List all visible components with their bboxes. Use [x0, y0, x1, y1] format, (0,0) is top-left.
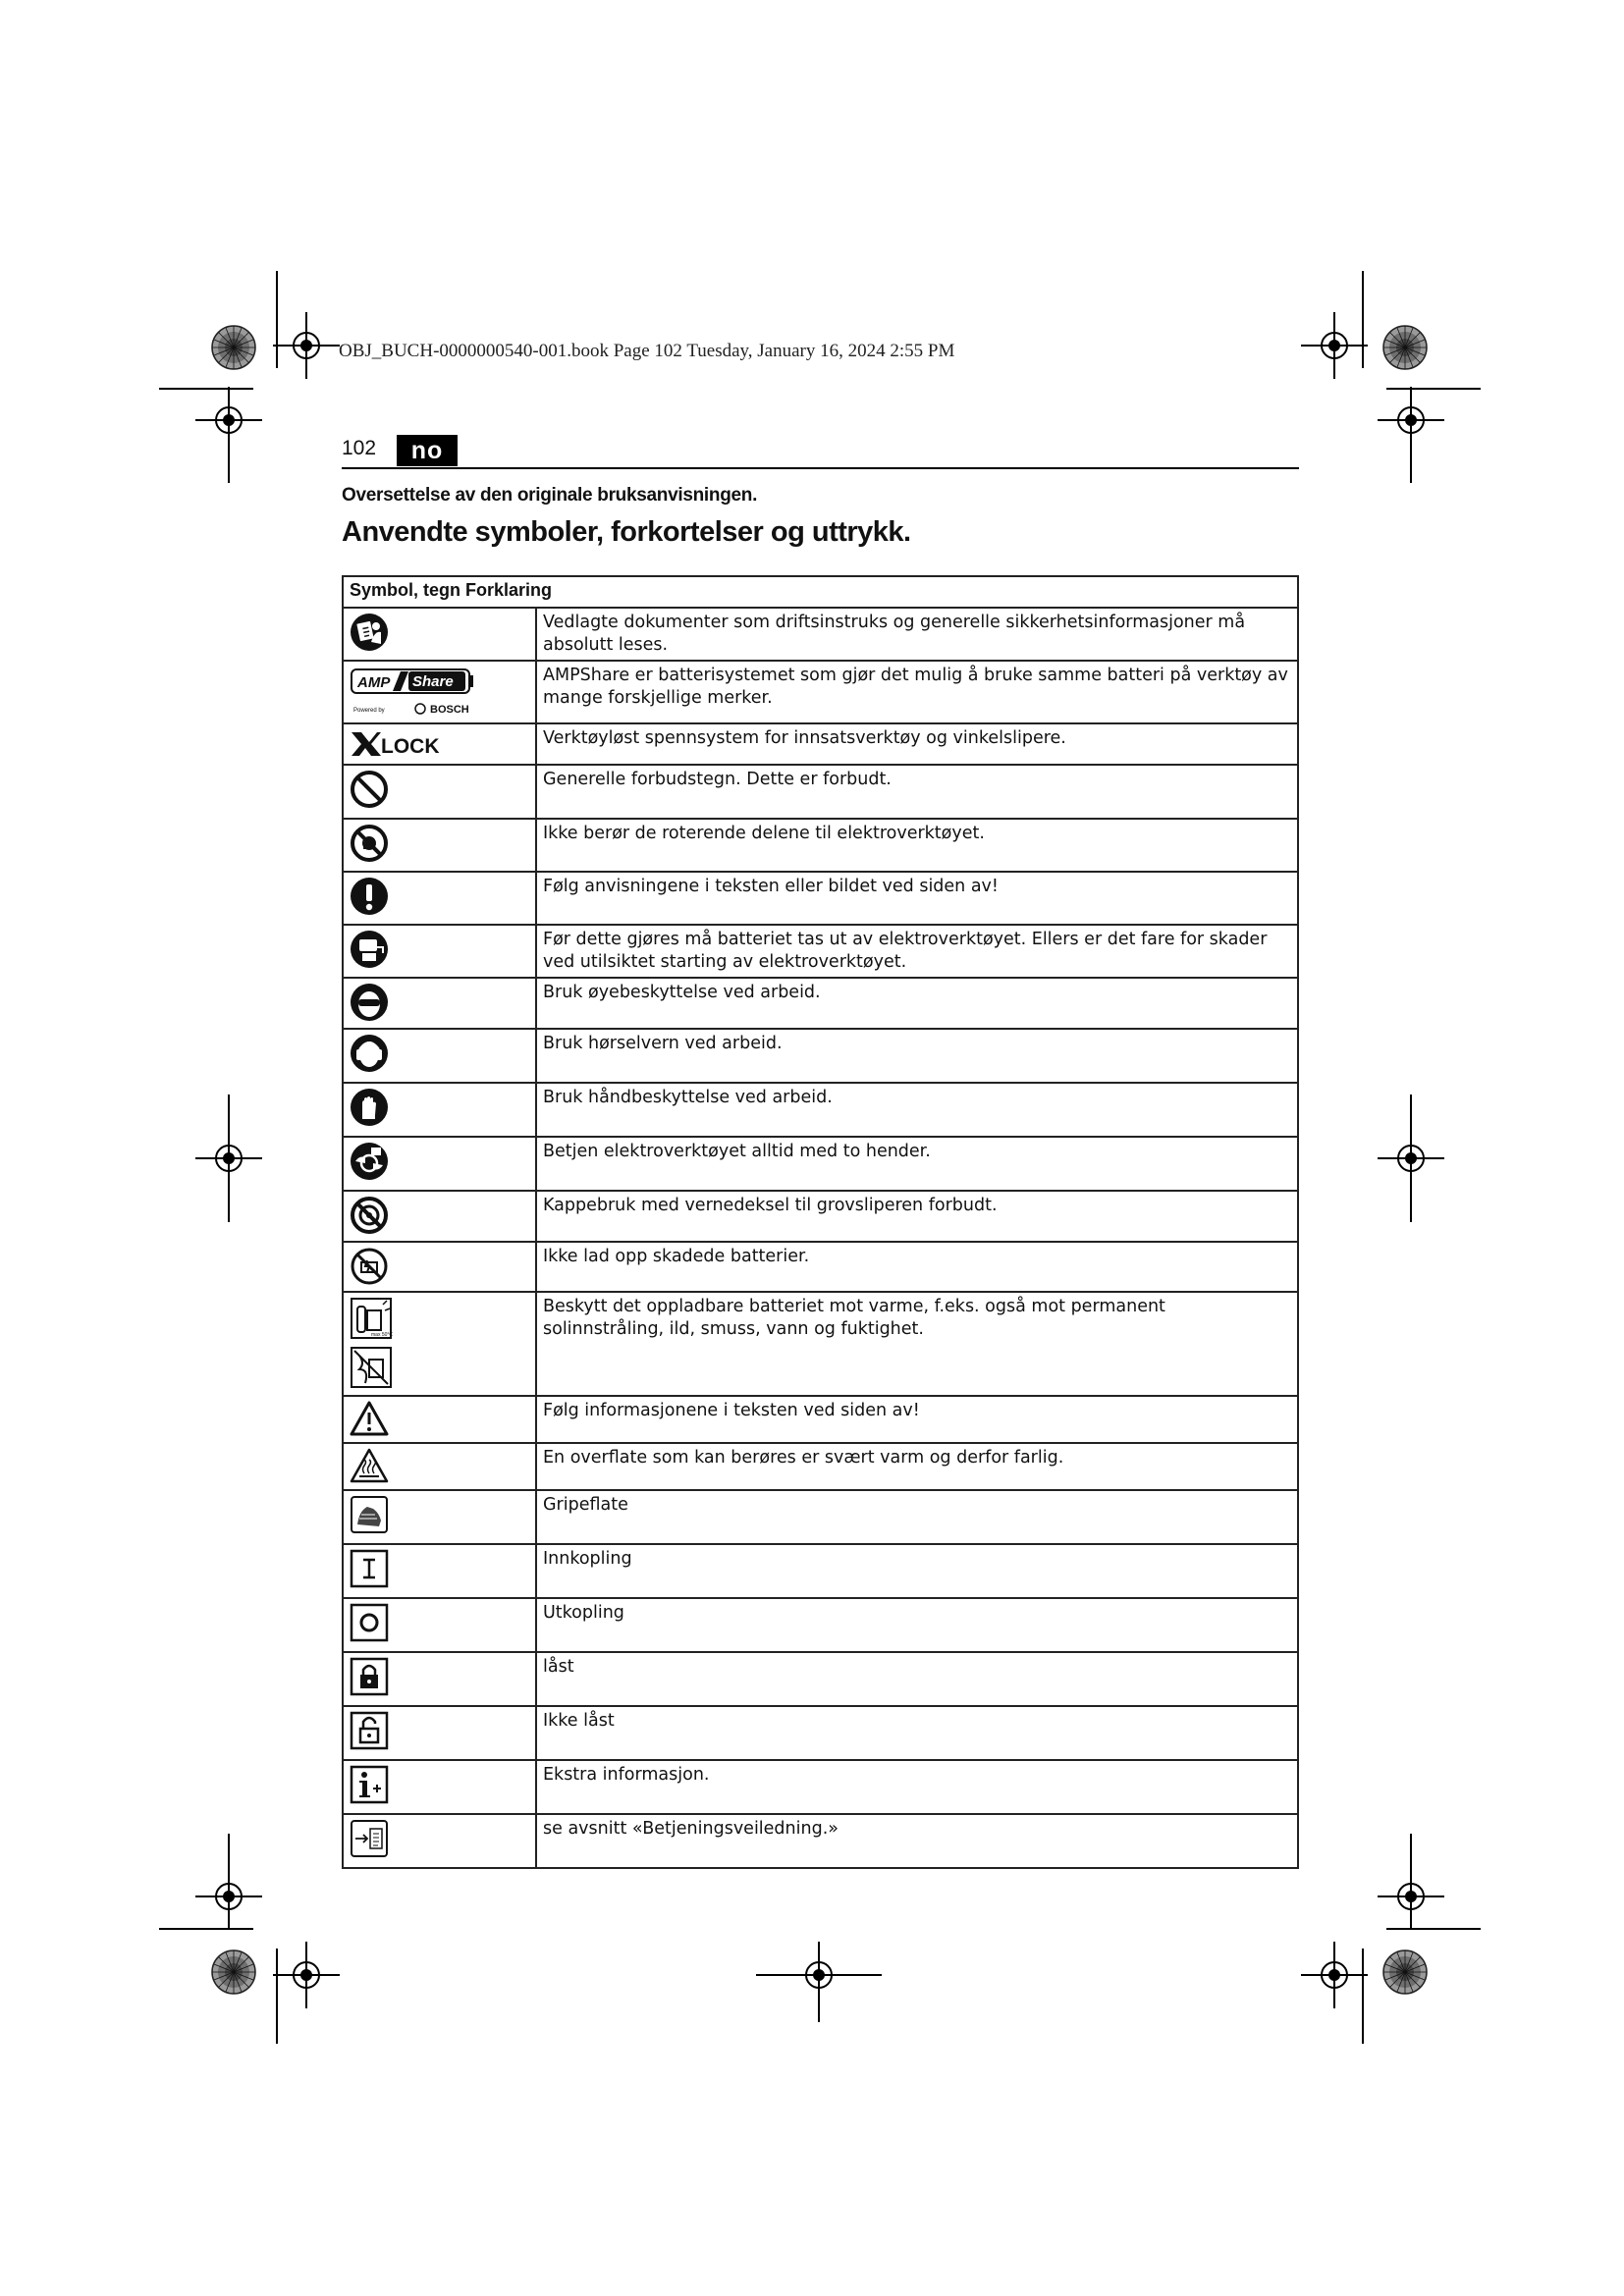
explanation-cell: En overflate som kan berøres er svært varm og derfor farlig.: [536, 1443, 1298, 1490]
hearing-protection-icon: [350, 1034, 529, 1073]
remove-battery-icon: [350, 930, 529, 969]
ampshare-powered-by: Powered by: [353, 708, 385, 714]
symbol-cell: [343, 1706, 536, 1760]
table-row: [343, 1029, 1298, 1083]
symbol-cell: [343, 1242, 536, 1292]
explanation-cell: Ikke låst: [536, 1706, 1298, 1760]
symbols-table: [342, 575, 1299, 1869]
table-row: [343, 1242, 1298, 1292]
symbol-cell: [343, 819, 536, 872]
symbol-cell: [343, 1598, 536, 1652]
hand-protection-icon: [350, 1088, 529, 1127]
read-manual-icon: [350, 613, 529, 652]
table-row: [343, 1443, 1298, 1490]
symbol-cell: [343, 661, 536, 723]
explanation-cell: se avsnitt «Betjeningsveiledning.»: [536, 1814, 1298, 1868]
explanation-cell: Bruk håndbeskyttelse ved arbeid.: [536, 1083, 1298, 1137]
symbol-cell: [343, 1029, 536, 1083]
ampshare-logo-share: Share: [412, 673, 454, 690]
table-row: [343, 1814, 1298, 1868]
symbol-cell: [343, 925, 536, 978]
ampshare-logo-amp: AMP: [357, 674, 391, 691]
table-row: [343, 661, 1298, 723]
table-row: [343, 1083, 1298, 1137]
grip-surface-icon: [350, 1495, 529, 1534]
explanation-cell: Ikke berør de roterende delene til elektroverktøyet.: [536, 819, 1298, 872]
two-hands-icon: [350, 1142, 529, 1181]
battery-heat-icon: [350, 1297, 529, 1391]
power-on-icon: [350, 1549, 529, 1588]
header-rule: [342, 467, 1299, 469]
explanation-cell: Før dette gjøres må batteriet tas ut av elektroverktøyet. Ellers er det fare for skader ved utilsiktet starting av elektroverktøyet.: [536, 925, 1298, 978]
table-row: [343, 1652, 1298, 1706]
xlock-logo-text: LOCK: [381, 735, 440, 758]
hot-surface-icon: [350, 1448, 529, 1483]
explanation-cell: Kappebruk med vernedeksel til grovsliperen forbudt.: [536, 1191, 1298, 1242]
table-row: [343, 872, 1298, 925]
subtitle: Oversettelse av den originale bruksanvisningen.: [342, 485, 758, 506]
table-row: [343, 1292, 1298, 1396]
symbol-cell: [343, 765, 536, 819]
symbol-cell: [343, 1292, 536, 1396]
eye-protection-icon: [350, 983, 529, 1022]
bosch-brand: BOSCH: [430, 704, 469, 716]
table-row: [343, 1598, 1298, 1652]
table-row: [343, 1760, 1298, 1814]
explanation-cell: Bruk hørselvern ved arbeid.: [536, 1029, 1298, 1083]
see-section-icon: [350, 1819, 529, 1858]
table-header: [343, 576, 1298, 608]
table-row: [343, 1137, 1298, 1191]
explanation-cell: Generelle forbudstegn. Dette er forbudt.: [536, 765, 1298, 819]
info-plus-icon: [350, 1765, 529, 1804]
symbol-cell: [343, 1652, 536, 1706]
explanation-cell: Ikke lad opp skadede batterier.: [536, 1242, 1298, 1292]
explanation-cell: Bruk øyebeskyttelse ved arbeid.: [536, 978, 1298, 1029]
print-slug: OBJ_BUCH-0000000540-001.book Page 102 Tuesday, January 16, 2024 2:55 PM: [339, 341, 955, 361]
explanation-cell: Ekstra informasjon.: [536, 1760, 1298, 1814]
symbol-cell: [343, 978, 536, 1029]
table-row: [343, 765, 1298, 819]
language-badge: no: [397, 435, 458, 466]
prohibition-icon: [350, 770, 529, 809]
no-charge-damaged-icon: [350, 1247, 529, 1286]
table-row: [343, 978, 1298, 1029]
explanation-cell: låst: [536, 1652, 1298, 1706]
table-row: [343, 608, 1298, 661]
table-row: [343, 1490, 1298, 1544]
table-row: [343, 1396, 1298, 1443]
table-row: [343, 819, 1298, 872]
no-touch-rotating-icon: [350, 824, 529, 863]
table-row: [343, 1191, 1298, 1242]
explanation-cell: Beskytt det oppladbare batteriet mot varme, f.eks. også mot permanent solinnstråling, ild, smuss, vann og fuktighet.: [536, 1292, 1298, 1396]
warning-triangle-icon: [350, 1401, 529, 1436]
symbol-cell: [343, 1490, 536, 1544]
lock-closed-icon: [350, 1657, 529, 1696]
page-number: 102: [342, 437, 377, 459]
page-heading: Anvendte symboler, forkortelser og uttrykk.: [342, 516, 911, 548]
symbol-cell: [343, 1191, 536, 1242]
symbol-cell: [343, 1544, 536, 1598]
symbol-cell: [343, 1814, 536, 1868]
table-row: [343, 723, 1298, 765]
table-row: [343, 1706, 1298, 1760]
table-row: [343, 1544, 1298, 1598]
symbol-cell: [343, 723, 536, 765]
symbol-cell: [343, 872, 536, 925]
explanation-cell: Betjen elektroverktøyet alltid med to hender.: [536, 1137, 1298, 1191]
explanation-cell: Gripeflate: [536, 1490, 1298, 1544]
xlock-logo: [350, 728, 529, 758]
symbol-cell: [343, 1137, 536, 1191]
explanation-cell: Innkopling: [536, 1544, 1298, 1598]
explanation-cell: Verktøyløst spennsystem for innsatsverktøy og vinkelslipere.: [536, 723, 1298, 765]
symbol-cell: [343, 1396, 536, 1443]
ampshare-logo: [350, 666, 529, 719]
symbol-cell: [343, 608, 536, 661]
col-explanation-header: Forklaring: [465, 580, 553, 600]
table-row: [343, 925, 1298, 978]
symbol-cell: [343, 1443, 536, 1490]
symbol-cell: [343, 1760, 536, 1814]
explanation-cell: Følg anvisningene i teksten eller bildet ved siden av!: [536, 872, 1298, 925]
power-off-icon: [350, 1603, 529, 1642]
explanation-cell: Utkopling: [536, 1598, 1298, 1652]
explanation-cell: AMPShare er batterisystemet som gjør det mulig å bruke samme batteri på verktøy av mange forskjellige merker.: [536, 661, 1298, 723]
battery-heat-max-label: max 50°C: [371, 1332, 394, 1338]
symbol-cell: [343, 1083, 536, 1137]
table-header-row: [343, 576, 1298, 608]
mandatory-exclamation-icon: [350, 877, 529, 916]
explanation-cell: Vedlagte dokumenter som driftsinstruks og generelle sikkerhetsinformasjoner må absolutt leses.: [536, 608, 1298, 661]
col-symbol-header: Symbol, tegn: [350, 580, 461, 600]
lock-open-icon: [350, 1711, 529, 1750]
no-cutting-icon: [350, 1196, 529, 1235]
explanation-cell: Følg informasjonene i teksten ved siden av!: [536, 1396, 1298, 1443]
